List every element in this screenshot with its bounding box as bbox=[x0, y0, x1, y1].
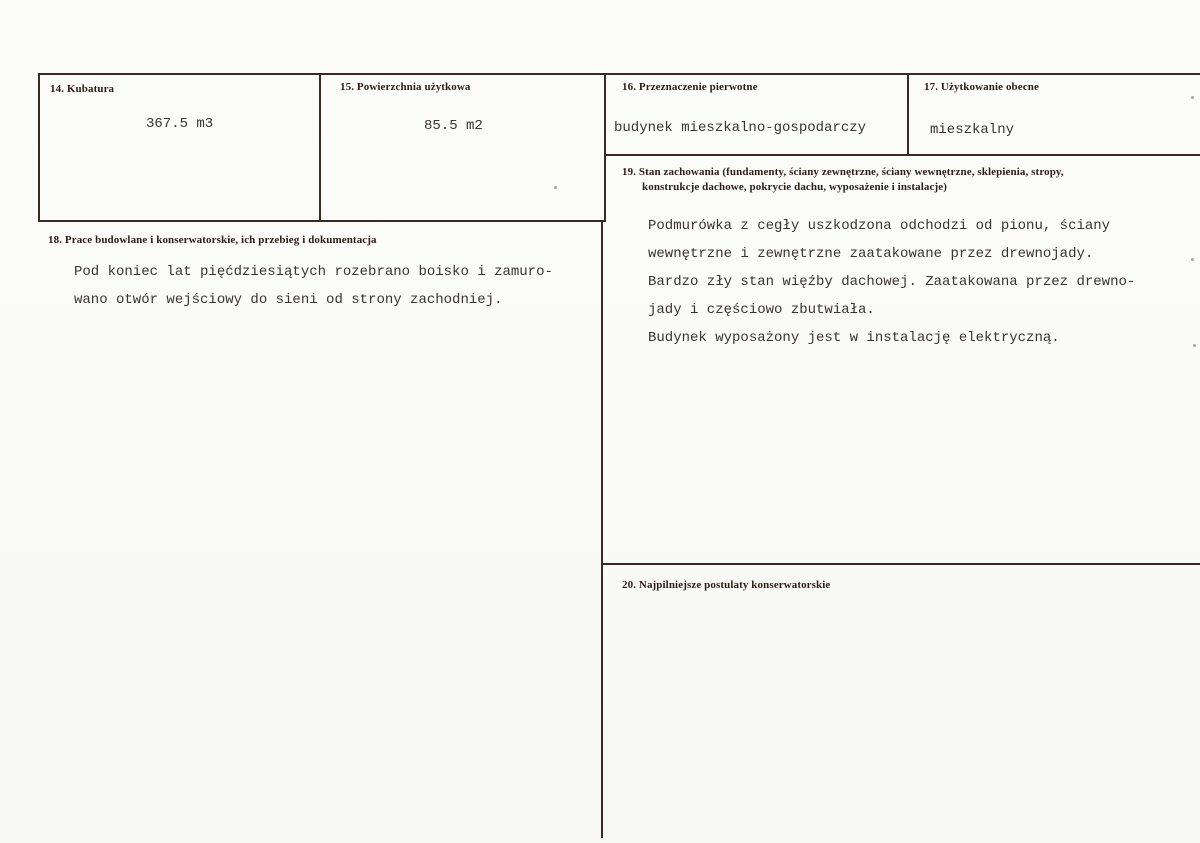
divider-14-15 bbox=[319, 73, 321, 222]
field-19-line: Podmurówka z cegły uszkodzona odchodzi od pionu, ściany bbox=[648, 218, 1111, 234]
field-18-text bbox=[74, 258, 553, 314]
rule-row3-right bbox=[602, 563, 1200, 565]
field-20-label: 20. Najpilniejsze postulaty konserwatorskie bbox=[622, 579, 831, 591]
field-15-value: 85.5 m2 bbox=[424, 118, 483, 134]
field-17-label: 17. Użytkowanie obecne bbox=[924, 81, 1039, 93]
field-14-value: 367.5 m3 bbox=[146, 116, 214, 132]
field-18-line: wano otwór wejściowy do sieni od strony zachodniej. bbox=[74, 292, 503, 308]
field-17-value: mieszkalny bbox=[930, 122, 1015, 138]
paper-speck bbox=[1191, 96, 1194, 99]
paper-speck bbox=[1193, 344, 1196, 347]
field-19-line: wewnętrzne i zewnętrzne zaatakowane przez drewnojady. bbox=[648, 246, 1094, 262]
center-divider bbox=[604, 73, 606, 222]
paper-speck bbox=[1191, 258, 1194, 261]
field-19-line: Budynek wyposażony jest w instalację elektryczną. bbox=[648, 330, 1060, 346]
rule-row2-left bbox=[38, 220, 606, 222]
field-19-text bbox=[648, 212, 1135, 352]
field-16-value: budynek mieszkalno-gospodarczy bbox=[614, 120, 867, 136]
center-divider-lower bbox=[601, 220, 603, 838]
field-19-label-line2: konstrukcje dachowe, pokrycie dachu, wyposażenie i instalacje) bbox=[642, 181, 948, 193]
field-16-label: 16. Przeznaczenie pierwotne bbox=[622, 81, 758, 93]
rule-row2-right bbox=[604, 154, 1200, 156]
field-19-line: Bardzo zły stan więźby dachowej. Zaatakowana przez drewno- bbox=[648, 274, 1136, 290]
field-15-label: 15. Powierzchnia użytkowa bbox=[340, 81, 471, 93]
field-18-label: 18. Prace budowlane i konserwatorskie, ich przebieg i dokumentacja bbox=[48, 234, 377, 246]
paper-speck bbox=[554, 186, 557, 189]
field-14-label: 14. Kubatura bbox=[50, 83, 115, 95]
field-19-line: jady i częściowo zbutwiała. bbox=[648, 302, 875, 318]
field-19-label-line1: 19. Stan zachowania (fundamenty, ściany zewnętrzne, ściany wewnętrzne, sklepienia, stropy, bbox=[622, 166, 1064, 178]
top-rule bbox=[38, 73, 1200, 75]
field-18-line: Pod koniec lat pięćdziesiątych rozebrano boisko i zamuro- bbox=[74, 264, 553, 280]
left-border bbox=[38, 73, 40, 222]
divider-16-17 bbox=[907, 73, 909, 156]
